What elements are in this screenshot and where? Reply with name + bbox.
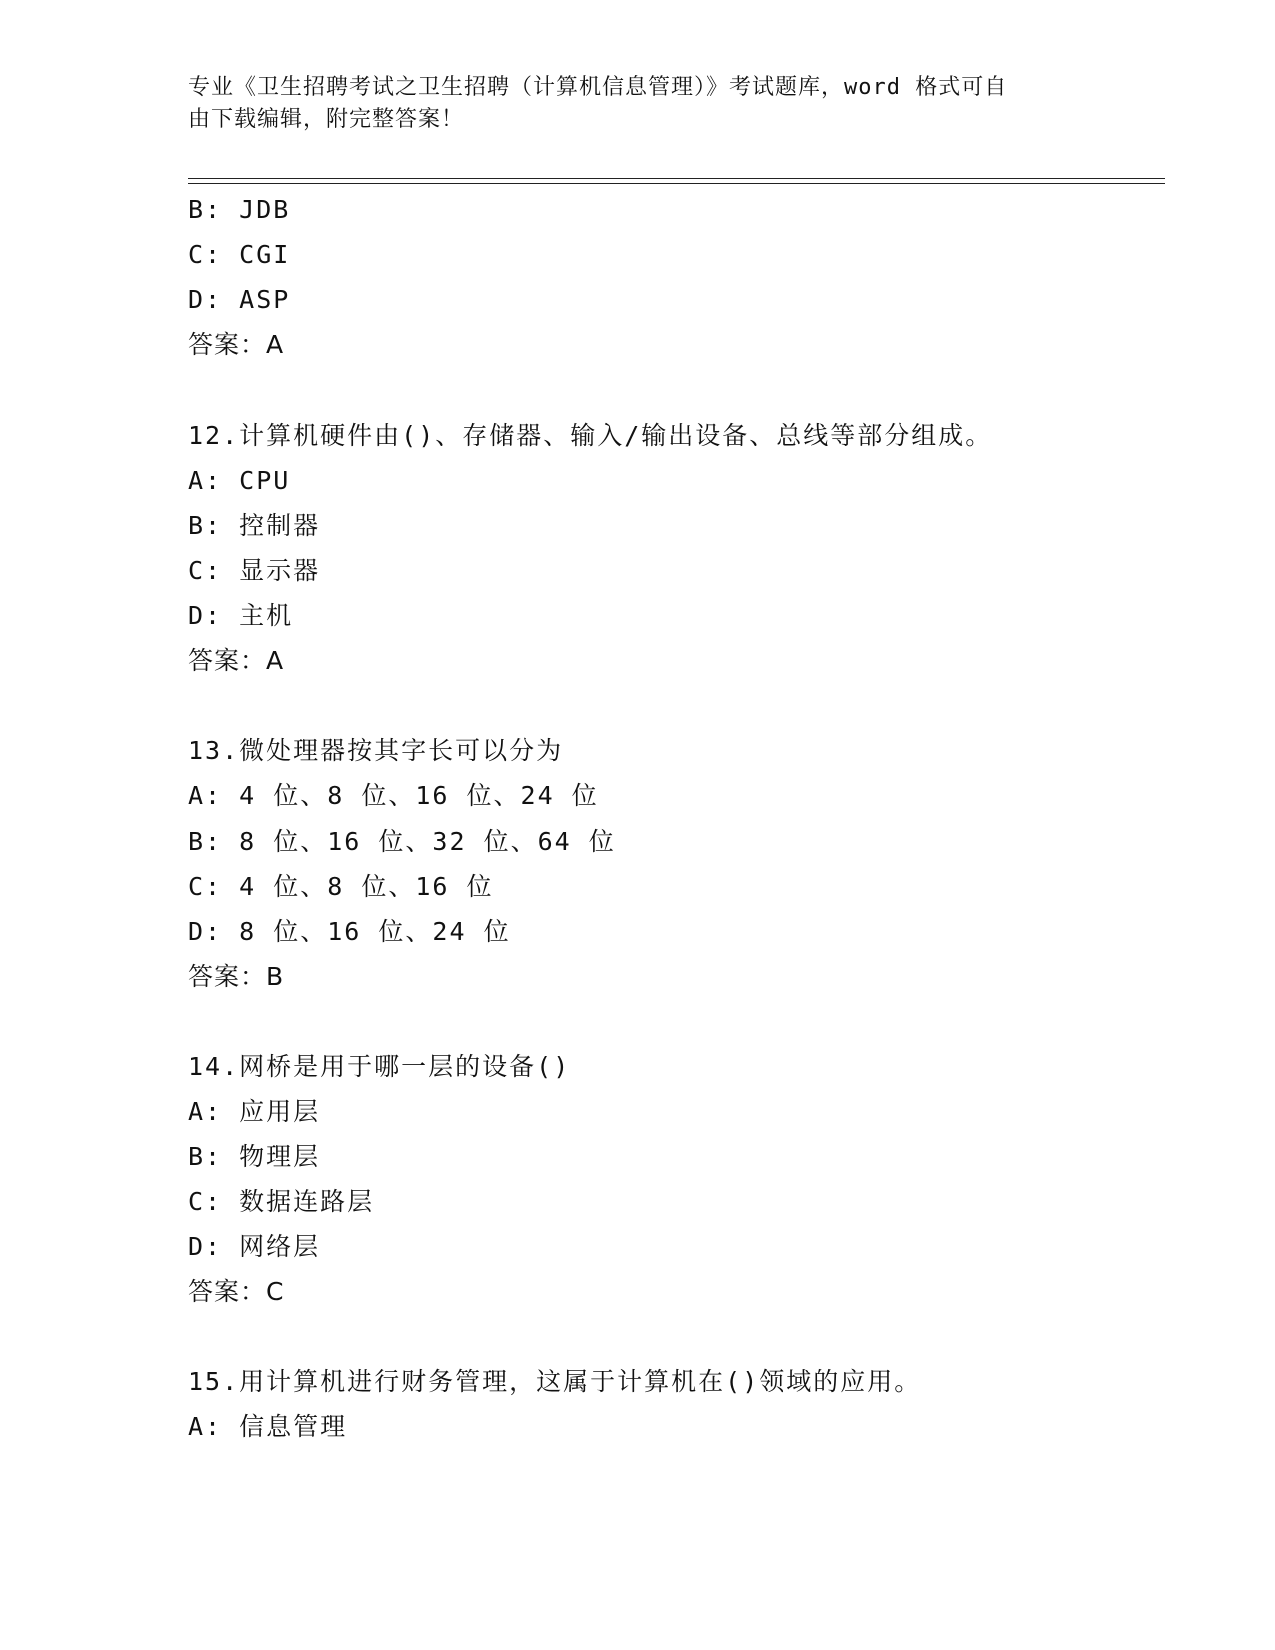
q13-option-a: A: 4 位、8 位、16 位、24 位 (188, 781, 599, 810)
q12-option-c: C: 显示器 (188, 556, 321, 585)
q13-question: 13.微处理器按其字长可以分为 (188, 736, 564, 765)
header-rule-top (188, 178, 1165, 179)
q14-question: 14.网桥是用于哪一层的设备() (188, 1052, 571, 1081)
q15-option-a: A: 信息管理 (188, 1412, 348, 1441)
prev-option-d: D: ASP (188, 285, 291, 314)
prev-answer: 答案：A (188, 330, 285, 359)
header-line-1: 专业《卫生招聘考试之卫生招聘（计算机信息管理）》考试题库，word 格式可自 (188, 75, 1008, 100)
q14-option-a: A: 应用层 (188, 1097, 321, 1126)
q15-question: 15.用计算机进行财务管理，这属于计算机在()领域的应用。 (188, 1367, 922, 1396)
header-line-2: 由下载编辑，附完整答案！ (188, 107, 465, 132)
q12-option-a: A: CPU (188, 466, 291, 495)
q14-option-d: D: 网络层 (188, 1232, 321, 1261)
q12-option-b: B: 控制器 (188, 511, 321, 540)
q12-question: 12.计算机硬件由()、存储器、输入/输出设备、总线等部分组成。 (188, 421, 993, 450)
q13-option-b: B: 8 位、16 位、32 位、64 位 (188, 827, 616, 856)
q12-option-d: D: 主机 (188, 601, 294, 630)
q12-answer: 答案：A (188, 646, 285, 675)
header-rule-bottom (188, 183, 1165, 184)
prev-option-b: B: JDB (188, 195, 291, 224)
document-header (188, 72, 1068, 136)
q13-answer: 答案：B (188, 962, 285, 991)
q13-option-c: C: 4 位、8 位、16 位 (188, 872, 494, 901)
q14-option-b: B: 物理层 (188, 1142, 321, 1171)
q14-option-c: C: 数据连路层 (188, 1187, 375, 1216)
prev-option-c: C: CGI (188, 240, 291, 269)
q14-answer: 答案：C (188, 1277, 285, 1306)
q13-option-d: D: 8 位、16 位、24 位 (188, 917, 511, 946)
